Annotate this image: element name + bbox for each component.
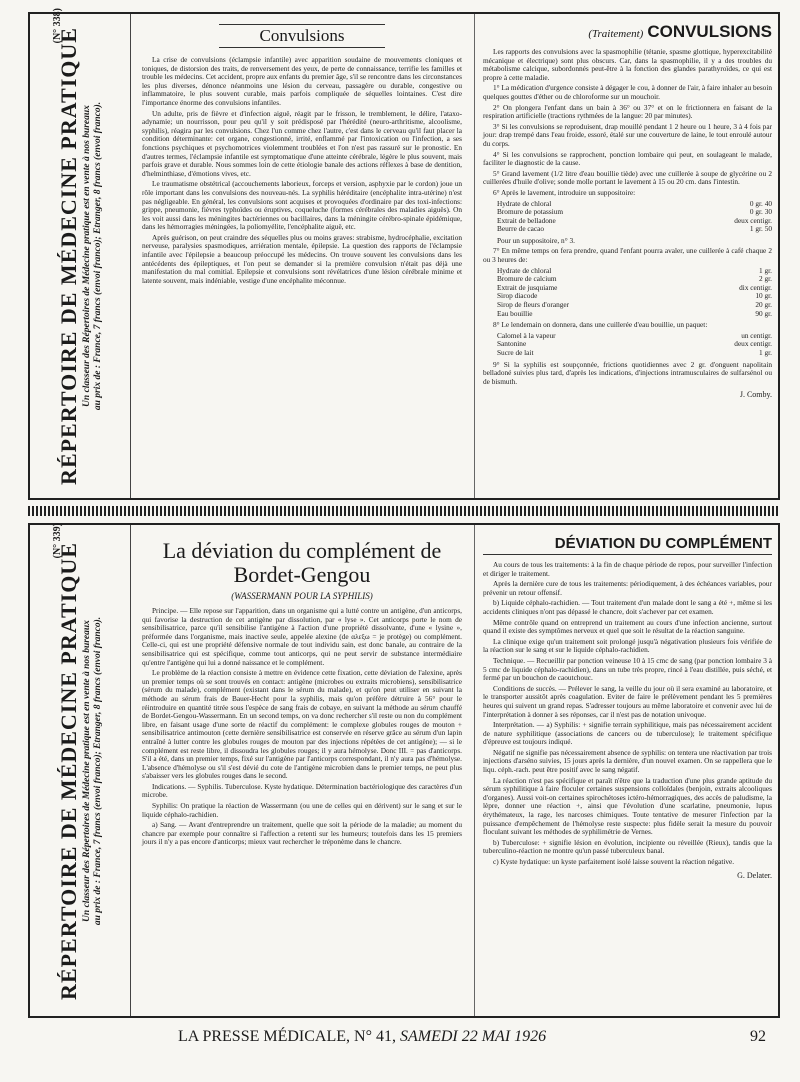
treatment-steps (483, 84, 772, 197)
paragraph: Après guérison, on peut craindre des séquelles plus ou moins graves: strabisme, hydrocéphalie, excitation nerveuse, paralysies spasmodiques, arriération mentale, épilepsie. La question des rapports de l'éclampsie infantile avec l'épilepsie a beaucoup préoccupé les médecins. On trouve souvent les convulsions dans les antécédents des épileptiques, et l'on peut se demander si la première convulsion n'était pas déjà une manifestation du mal comitial. Epilepsie et convulsions sont révélatrices d'une lésion cérébrale minime et latente souvent, mais indéniable, vestige d'une encéphalite méconnue. (142, 232, 462, 285)
paragraph: Après la dernière cure de tous les traitements: périodiquement, à des échéances variables, pour prévenir un retour offensif. (483, 579, 772, 597)
side-subtitle-1: Un classeur des Répertoires de Médecine pratique est en vente à nos bureaux (82, 619, 92, 922)
side-subtitle-1: Un classeur des Répertoires de Médecine pratique est en vente à nos bureaux (82, 105, 92, 407)
repertoire-card-338 (28, 8, 780, 500)
repertoire-card-339 (28, 523, 780, 1018)
paragraph: 1° La médication d'urgence consiste à dégager le cou, à donner de l'air, à faire inhaler au besoin quelques gouttes d'éther ou de chloroforme sur un mouchoir. (483, 83, 772, 101)
ingredient: Hydrate de chloral (497, 265, 552, 275)
card2-right-text (483, 561, 772, 867)
paragraph: Un adulte, pris de fièvre et d'infection aiguë, réagit par le frisson, le tremblement, le délire, l'ataxo-adynamie; un nourrisson, pour peu qu'il y soit prédisposé par l'hérédité (neuro-arthritisme, alcoolisme, syphilis), réagira par les convulsions. Chez l'un comme chez l'autre, c'est dans le cerveau qu'il faut placer la condition déterminante: cet organe, congestionné, irrité, enflammé par l'intoxication ou l'infection, a ses fonctions psychiques et psychomotrices violemment troublées et l'on n'est pas rassuré sur le pronostic. En d'autres termes, l'éclampsie infantile est symptomatique d'une atteinte cérébrale, légère le plus souvent, mais parfois grave et durable. Nous sommes loin de cette étiologie banale des actions réflexes à base de dentition, d'helminthiase, d'émotions vives, etc. (142, 108, 462, 178)
card2-right-column (474, 525, 780, 1016)
paragraph: Technique. — Recueillir par ponction veineuse 10 à 15 cmc de sang (par ponction lombaire 3 à 5 cmc de liquide céphalo-rachidien), dans un tube très propre, rincé à l'eau distillée, puis séché, et fermé par un bouchon de caoutchouc. (483, 655, 772, 683)
dose: 0 gr. 40 (749, 198, 772, 208)
side-title: RÉPERTOIRE DE MÉDECINE PRATIQUE (56, 541, 81, 1000)
dose: deux centigr. (734, 215, 772, 225)
card-side-banner (30, 522, 131, 1016)
treatment-step: 9° Si la syphilis est soupçonnée, frictions quotidiennes avec 2 gr. d'onguent napolitain belladoné suivies plus tard, d'après les indications, d'injections intramusculaires de sulfarsénol ou de bismuth. (483, 359, 772, 386)
dose: 10 gr. (755, 291, 772, 301)
dose: 1 gr. (759, 348, 772, 357)
paragraph: Syphilis: On pratique la réaction de Wassermann (ou une de celles qui en dérivent) sur le sang et sur le liquide céphalo-rachidien. (142, 801, 462, 819)
paragraph: 3° Si les convulsions se reproduisent, drap mouillé pendant 1 2 heure ou 1 heure, 3 à 4 fois par jour: drap trempé dans l'eau froide, essoré, étalé sur une couverture de laine, le tout enroulé autour du corps. (483, 121, 772, 148)
paragraph: Principe. — Elle repose sur l'apparition, dans un organisme qui a lutté contre un antigène, d'un anticorps, qui favorise la destruction de cet antigène par dissolution, par « lyse ». Cet anticorps porte le nom de sensibilisatrice, parce qu'il sensibilise l'antigène à l'action d'une propriété dissolvante, d'une « lysine », préformée dans l'organisme, mais inactive seule, appelée alexine (de αλεξω = je protège) ou complément. Celle-ci, qui est une propriété défensive normale de tout individu sain, est donc banale, au contraire de la sensibilisatrice qui est spécifique, comme tout anticorps, qui ne peut servir de substance intermédiaire qu'entre l'antigène qui lui a donné naissance et le complément. (142, 606, 462, 667)
paragraph: 4° Si les convulsions se rapprochent, ponction lombaire qui peut, en soulageant le malade, faciliter le diagnostic de la cause. (483, 149, 772, 168)
cut-line (28, 506, 780, 516)
prescription-potion (497, 267, 772, 319)
card-tag: DÉVIATION DU COMPLÉMENT (483, 535, 772, 555)
dose: 1 gr. 50 (749, 224, 772, 234)
author-signature: G. Delater. (737, 870, 772, 880)
paragraph: Au cours de tous les traitements: à la fin de chaque période de repos, pour surveiller l'infection et diriger le traitement. (483, 560, 772, 578)
paragraph: Négatif ne signifie pas nécessairement absence de syphilis: on tentera une réactivation par trois injections d'arséno suivies, 15 jours après la dernière, d'un nouvel examen. On se rappellera que le liqu. céph.-rach. peut être positif avec le sang négatif. (483, 747, 772, 775)
ingredient: Bromure de calcium (497, 274, 557, 284)
ingredient: Sirop de fleurs d'oranger (497, 300, 570, 310)
paragraph: Conditions de succès. — Prélever le sang, la veille du jour où il sera examiné au laboratoire, et le transporter aussitôt après coagulation. Eviter de faire le prélèvement pendant les 5 premières heures qui suivent un grand repas. S'adresser toujours au même laboratoire et convenir avec lui de l'interprétation à donner à ses réponses, car il n'est pas de notation univoque. (483, 683, 772, 719)
dose: 20 gr. (755, 300, 772, 310)
paragraph: Les rapports des convulsions avec la spasmophilie (tétanie, spasme glottique, hyperexcitabilité mécanique et électrique) sont plus obscurs. Car, dans la spasmophilie, il y a des troubles du métabolisme calcique, subordonnés peut-être à la fonction des glandes parathyroïdes, ce qui est propre à cette maladie. (483, 47, 772, 82)
card-heading: Convulsions (219, 24, 384, 48)
card-heading: La déviation du complément de Bordet-Gengou (162, 538, 442, 587)
paragraph: Le traumatisme obstétrical (accouchements laborieux, forceps et version, asphyxie par le cordon) joue un rôle important dans les convulsions des nouveau-nés. La syphilis héréditaire (encéphalite intra-utérine) n'est pas négligeable. En général, les convulsions sont acquises et provoquées d'ordinaire par des toxi-infections: grippe, pneumonie, fièvres typhoïdes ou éruptives, coqueluche (formes cérébrales des maladies aiguës). On les voit aussi dans les méningites bactériennes ou bacillaires, dans la méningite cérébro-spinale épidémique, dans les hémorragies méningées, la poliomyélite, l'encéphalite aiguë, etc. (142, 179, 462, 232)
paragraph: La réaction n'est pas spécifique et paraît n'être que la traduction d'une plus grande aptitude du sérum syphilitique à faire floculer certaines suspensions colloïdales (benjoin, extraits alcooliques d'organes). Aussi voit-on certaines spirochétoses ictéro-hémorragiques, des accès de paludisme, la lèpre, donner une réaction +, ainsi que l'évolution d'une scarlatine, pneumonie, lupus érythémateux, la rage, les narcoses chimiques. Toute tentative de mesurer l'infection par la puissance d'empêchement de l'hémolyse reste suspecte: plus fidèle serait la mesure du pouvoir floculant suivant les méthodes de syphilimétrie de Vernes. (483, 775, 772, 837)
paragraph: a) Sang. — Avant d'entreprendre un traitement, quelle que soit la période de la maladie; au moment du chancre par exemple pour connaître si l'affection a retenti sur les humeurs; toutefois dans les 15 premiers jours il n'y a pas encore d'anticorps; mieux vaut rechercher le tréponème dans le chancre. (142, 820, 462, 847)
card-side-banner (30, 8, 131, 498)
paragraph: b) Tuberculose: + signifie lésion en évolution, incipiente ou réveillée (Rieux), tandis que la tuberculino-réaction ne montre qu'un passé tuberculeux banal. (483, 837, 772, 856)
dose: 2 gr. (759, 274, 772, 284)
paragraph: Interprétation. — a) Syphilis: + signifie terrain syphilitique, mais pas nécessairement accident de nature syphilitique (associations de cancers ou de tuberculose); le traitement spécifique d'épreuve est toujours indiqué. (483, 720, 772, 747)
prescription-note: Pour un suppositoire, n° 3. (497, 235, 575, 245)
dose: 1 gr. (759, 265, 772, 275)
prescription-row (497, 301, 772, 310)
card1-right-column (474, 14, 780, 498)
ingredient: Santonine (497, 339, 527, 349)
prescription-packet (497, 332, 772, 358)
ingredient: Extrait de jusquiame (497, 282, 558, 292)
prescription-row (497, 332, 772, 341)
dose: dix centigr. (739, 282, 772, 292)
card-number: (N° 339) (52, 522, 63, 558)
treatment-step: 8° Le lendemain on donnera, dans une cuillerée d'eau bouillie, un paquet: (493, 320, 708, 330)
side-subtitle-2: au prix de : France, 7 francs (envoi franco); Etranger, 8 francs (envoi franco). (93, 101, 103, 411)
paragraph: Même contrôle quand on entreprend un traitement au cours d'une infection ancienne, surtout quand il existe des symptômes nerveux et quel que soit le résultat de la réaction sanguine. (483, 617, 772, 636)
paragraph: Indications. — Syphilis. Tuberculose. Kyste hydatique. Détermination bactériologique des caractères d'un microbe. (142, 781, 462, 800)
ingredient: Sirop diacode (497, 291, 538, 301)
ingredient: Extrait de belladone (497, 215, 556, 225)
paragraph: La clinique exige qu'un traitement soit prolongé jusqu'à négativation plusieurs fois vérifiée de la réaction sur le sang et sur le liquide céphalo-rachidien. (483, 636, 772, 655)
paragraph: 2° On plongera l'enfant dans un bain à 36° ou 37° et on le frictionnera en faisant de la respiration artificielle (tractions rythmées de la langue: 20 par minutes). (483, 102, 772, 121)
dose: un centigr. (741, 330, 772, 340)
paragraph: Le problème de la réaction consiste à mettre en évidence cette fixation, cette déviation de l'alexine, après un premier temps où se sont trouvés en contact: antigène (microbes ou extraits microbiens), sensibilisatrice (sérum du malade), complément (existant dans le sérum du malade), et qu'on peut utiliser en suivant la méthode au sérum frais de Bauer-Hecht pour la syphilis, mais qu'on préfère détruire à 56° pour le réintroduire en quantité titrée sous l'espèce de sang frais de cobaye, en suivant la méthode au sérum chauffé de Bordet-Gengou-Wassermann. En un second temps, on va donc rechercher s'il reste ou non du complément libre, en faisant usage d'une sorte de réactif du complément: le complexe globules rouges de mouton + sensibilisatrice antimouton (cette dernière sensibilisatrice est conservée en réserve grâce au sérum d'un lapin entraîné à lutter contre les globules rouges de mouton par des injections répétées de cet antigène); — si le complément est reste libre, il dissoudra les globules rouges; il y aura hémolyse. Donc III. = pas d'anticorps. S'il a été, dans un premier temps, fixé sur l'antigène par l'anticorps correspondant, il n'y aura pas d'hémolyse. L'absence d'hémolyse ou s'il s'est dévié du cote de l'antigène microbien dans le premier temps, ne peut plus s'abaisser vers les globules rouges dans le second. (142, 668, 462, 781)
paragraph: La crise de convulsions (éclampsie infantile) avec apparition soudaine de mouvements cloniques et toniques, de distorsion des traits, de renversement des yeux, de perte de connaissance, terrifie les familles et trouble les médecins. Cet accident, propre aux enfants du premier âge, s'il se rencontre dans les circonstances les plus diverses, dénonce néanmoins une lésion du cerveau, passagère ou durable, congestive ou inflammatoire, le plus souvent curable, mais parfois compliquée de séquelles lointaines. C'est dire l'importance énorme des convulsions infantiles. (142, 55, 462, 107)
issue-date: SAMEDI 22 MAI 1926 (399, 1028, 547, 1045)
ingredient: Calomel à la vapeur (497, 330, 556, 340)
dose: deux centigr. (734, 339, 772, 349)
ingredient: Eau bouillie (497, 308, 533, 318)
author-signature: J. Comby. (739, 390, 772, 400)
card-number: (N° 338) (52, 8, 63, 44)
tag-italic: (Traitement) (588, 28, 644, 40)
card-tag (483, 22, 772, 42)
page-footer (28, 1028, 780, 1046)
prescription-row (497, 310, 772, 319)
card1-left-column (134, 14, 470, 498)
paragraph: 6° Après le lavement, introduire un suppositoire: (493, 187, 636, 197)
side-subtitle-2: au prix de : France, 7 francs (envoi franco); Etranger, 8 francs (envoi franco). (93, 616, 103, 925)
side-title: RÉPERTOIRE DE MÉDECINE PRATIQUE (56, 27, 81, 485)
treatment-step: 7° En même temps on fera prendre, quand l'enfant pourra avaler, une cuillerée à café chaque 2 ou 3 heures de: (483, 246, 772, 265)
ingredient: Hydrate de chloral (497, 198, 552, 208)
paragraph: b) Liquide céphalo-rachidien. — Tout traitement d'un malade dont le sang a été +, même si les accidents cliniques n'ont pas dépassé le chancre, doit s'achever par cet examen. (483, 598, 772, 616)
ingredient: Bromure de potassium (497, 207, 564, 217)
tag-bold: CONVULSIONS (647, 22, 772, 41)
journal-name: LA PRESSE MÉDICALE, N° 41, (178, 1028, 396, 1045)
prescription-row (497, 349, 772, 358)
prescription-row (497, 284, 772, 293)
card-subheading: (WASSERMANN POUR LA SYPHILIS) (231, 591, 373, 601)
page-number: 92 (750, 1028, 766, 1045)
card2-left-text (142, 607, 462, 847)
card1-left-text (142, 56, 462, 285)
card2-left-column (134, 525, 470, 1016)
prescription-row (497, 225, 772, 234)
prescription-suppository (497, 200, 772, 234)
dose: 0 gr. 30 (749, 207, 772, 217)
ingredient: Beurre de cacao (497, 224, 544, 234)
dose: 90 gr. (755, 308, 772, 318)
prescription-row (497, 340, 772, 349)
paragraph: c) Kyste hydatique: un kyste parfaitement isolé laisse souvent la réaction négative. (493, 857, 735, 866)
paragraph: 5° Grand lavement (1/2 litre d'eau bouillie tiède) avec une cuillerée à soupe de glycérine ou 2 cuillerées d'huile d'olive; sonde molle portant le lavement à 15 ou 20 cm. dans l'intestin. (483, 168, 772, 187)
ingredient: Sucre de lait (497, 348, 534, 357)
